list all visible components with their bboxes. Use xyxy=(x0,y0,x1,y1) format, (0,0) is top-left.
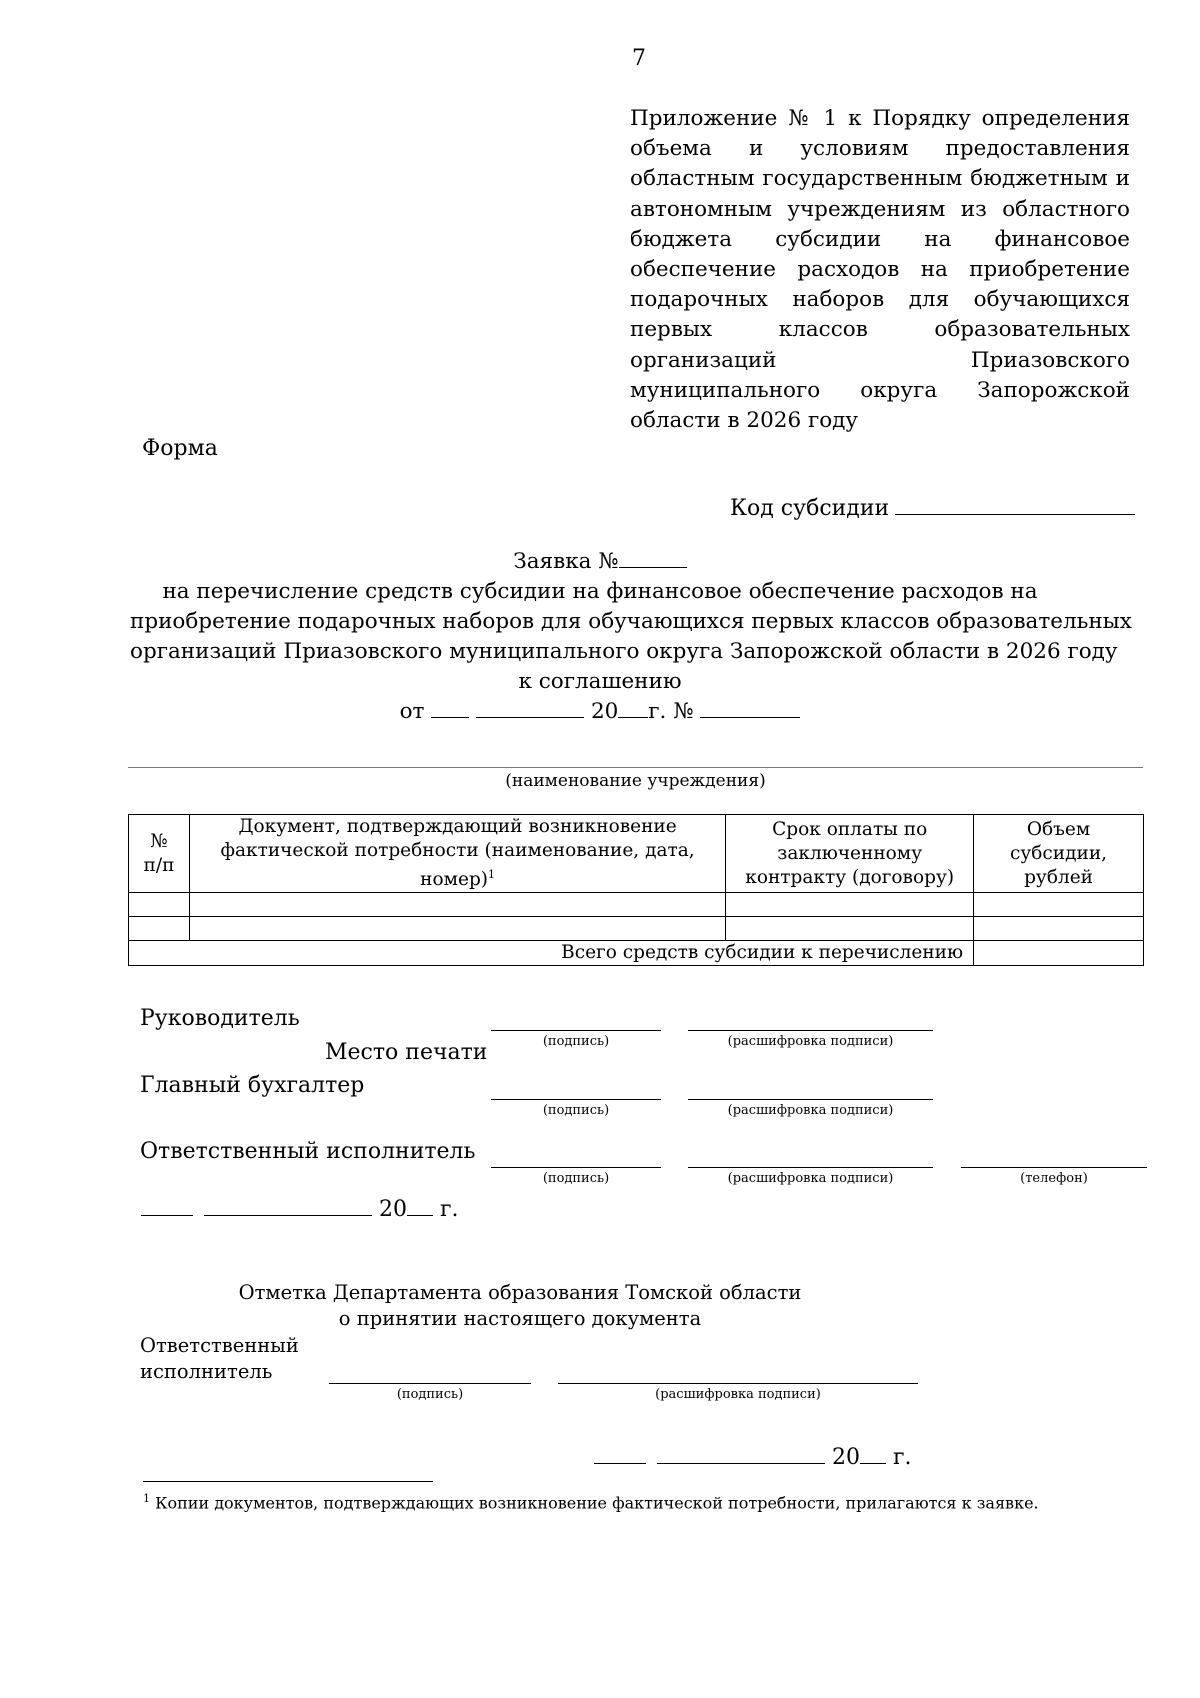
request-day-field[interactable] xyxy=(431,697,469,718)
department-date-suffix: г. xyxy=(893,1445,912,1470)
request-purpose-line-2: приобретение подарочных наборов для обучающихся первых классов образовательных xyxy=(130,609,1132,634)
request-year-field[interactable] xyxy=(618,697,648,718)
request-purpose-line-3: организаций Приазовского муниципального округа Запорожской области в 2026 году xyxy=(130,639,1118,664)
department-signature-caption: (подпись) xyxy=(396,1387,464,1402)
head-decoding-caption: (расшифровка подписи) xyxy=(727,1034,894,1049)
request-month-field[interactable] xyxy=(476,697,584,718)
table-cell[interactable] xyxy=(189,917,725,941)
subsidy-code-line xyxy=(730,492,1135,521)
col-header-payment-term: Срок оплаты по заключенному контракту (договору) xyxy=(726,815,974,893)
department-year-field[interactable] xyxy=(860,1441,886,1464)
total-value-cell[interactable] xyxy=(974,941,1144,966)
signature-year-prefix: 20 xyxy=(379,1197,407,1222)
executor-phone-caption: (телефон) xyxy=(1020,1171,1088,1186)
accountant-decoding-line[interactable] xyxy=(688,1099,933,1100)
request-year-prefix: 20 xyxy=(590,699,619,724)
table-cell[interactable] xyxy=(974,917,1144,941)
executor-label: Ответственный исполнитель xyxy=(140,1139,476,1164)
accountant-signature-caption: (подпись) xyxy=(542,1103,610,1118)
table-row xyxy=(129,893,1144,917)
department-executor-label: Ответственный исполнитель xyxy=(140,1334,299,1383)
request-title-block xyxy=(130,547,1132,727)
accountant-decoding-caption: (расшифровка подписи) xyxy=(727,1103,894,1118)
subsidy-code-label: Код субсидии xyxy=(730,496,890,521)
department-decoding-line[interactable] xyxy=(558,1383,918,1384)
accountant-label: Главный бухгалтер xyxy=(140,1073,365,1098)
institution-name-field[interactable] xyxy=(128,767,1143,768)
footnote-text: Копии документов, подтверждающих возникновение фактической потребности, прилагаются к заявке. xyxy=(155,1493,1039,1513)
department-date-line xyxy=(594,1441,912,1470)
table-cell[interactable] xyxy=(129,917,190,941)
request-date-line xyxy=(130,697,1070,727)
table-cell[interactable] xyxy=(189,893,725,917)
subsidy-code-field[interactable] xyxy=(895,492,1135,515)
footnote-separator xyxy=(143,1481,433,1482)
form-label: Форма xyxy=(142,436,218,461)
signature-date-line xyxy=(141,1193,459,1222)
request-table xyxy=(128,814,1144,966)
head-signature-caption: (подпись) xyxy=(542,1034,610,1049)
table-cell[interactable] xyxy=(974,893,1144,917)
page-number: 7 xyxy=(632,46,646,71)
table-total-row xyxy=(129,941,1144,966)
request-date-prefix: от xyxy=(399,699,425,724)
executor-signature-line[interactable] xyxy=(491,1167,661,1168)
executor-decoding-line[interactable] xyxy=(688,1167,933,1168)
institution-caption: (наименование учреждения) xyxy=(505,771,766,791)
accountant-signature-line[interactable] xyxy=(491,1099,661,1100)
signature-day-field[interactable] xyxy=(141,1193,193,1216)
executor-phone-line[interactable] xyxy=(961,1167,1147,1168)
footnote xyxy=(143,1492,1039,1512)
signature-year-field[interactable] xyxy=(407,1193,433,1216)
request-purpose-line-1: на перечисление средств субсидии на финансовое обеспечение расходов на xyxy=(162,579,1038,604)
department-month-field[interactable] xyxy=(657,1441,825,1464)
table-row xyxy=(129,917,1144,941)
department-year-prefix: 20 xyxy=(832,1445,860,1470)
request-number-field[interactable] xyxy=(619,547,687,568)
appendix-note: Приложение № 1 к Порядку определения объема и условиям предоставления областным государственным бюджетным и автономным учреждениям из областного бюджета субсидии на финансовое обеспечение расходов на приобретение подарочных наборов для обучающихся первых классов образовательных организаций Приазовского муниципального округа Запорожской области в 2026 году xyxy=(630,106,1130,434)
total-label: Всего средств субсидии к перечислению xyxy=(129,941,974,966)
head-signature-line[interactable] xyxy=(491,1030,661,1031)
table-cell[interactable] xyxy=(129,893,190,917)
request-title-line xyxy=(130,547,1070,577)
executor-decoding-caption: (расшифровка подписи) xyxy=(727,1171,894,1186)
table-cell[interactable] xyxy=(726,893,974,917)
footnote-marker: 1 xyxy=(143,1492,150,1505)
signature-month-field[interactable] xyxy=(204,1193,372,1216)
table-cell[interactable] xyxy=(726,917,974,941)
col-header-document: Документ, подтверждающий возникновение фактической потребности (наименование, дата, номер)$^1$ xyxy=(189,815,725,893)
request-purpose-line-4: к соглашению xyxy=(518,669,682,694)
col-header-volume: Объем субсидии, рублей xyxy=(974,815,1144,893)
department-mark-title: Отметка Департамента образования Томской области о принятии настоящего документа xyxy=(238,1281,802,1330)
col-header-number: № п/п xyxy=(129,815,190,893)
department-signature-line[interactable] xyxy=(329,1383,531,1384)
agreement-number-field[interactable] xyxy=(700,697,800,718)
signature-date-suffix: г. xyxy=(440,1197,459,1222)
table-header-row xyxy=(129,815,1144,893)
seal-label: Место печати xyxy=(325,1040,488,1065)
department-day-field[interactable] xyxy=(594,1441,646,1464)
department-decoding-caption: (расшифровка подписи) xyxy=(655,1387,821,1402)
head-label: Руководитель xyxy=(140,1006,300,1031)
executor-signature-caption: (подпись) xyxy=(542,1171,610,1186)
request-date-suffix: г. № xyxy=(648,699,694,724)
footnote-ref: 1 xyxy=(488,868,496,881)
head-decoding-line[interactable] xyxy=(688,1030,933,1031)
request-title: Заявка № xyxy=(513,549,619,574)
